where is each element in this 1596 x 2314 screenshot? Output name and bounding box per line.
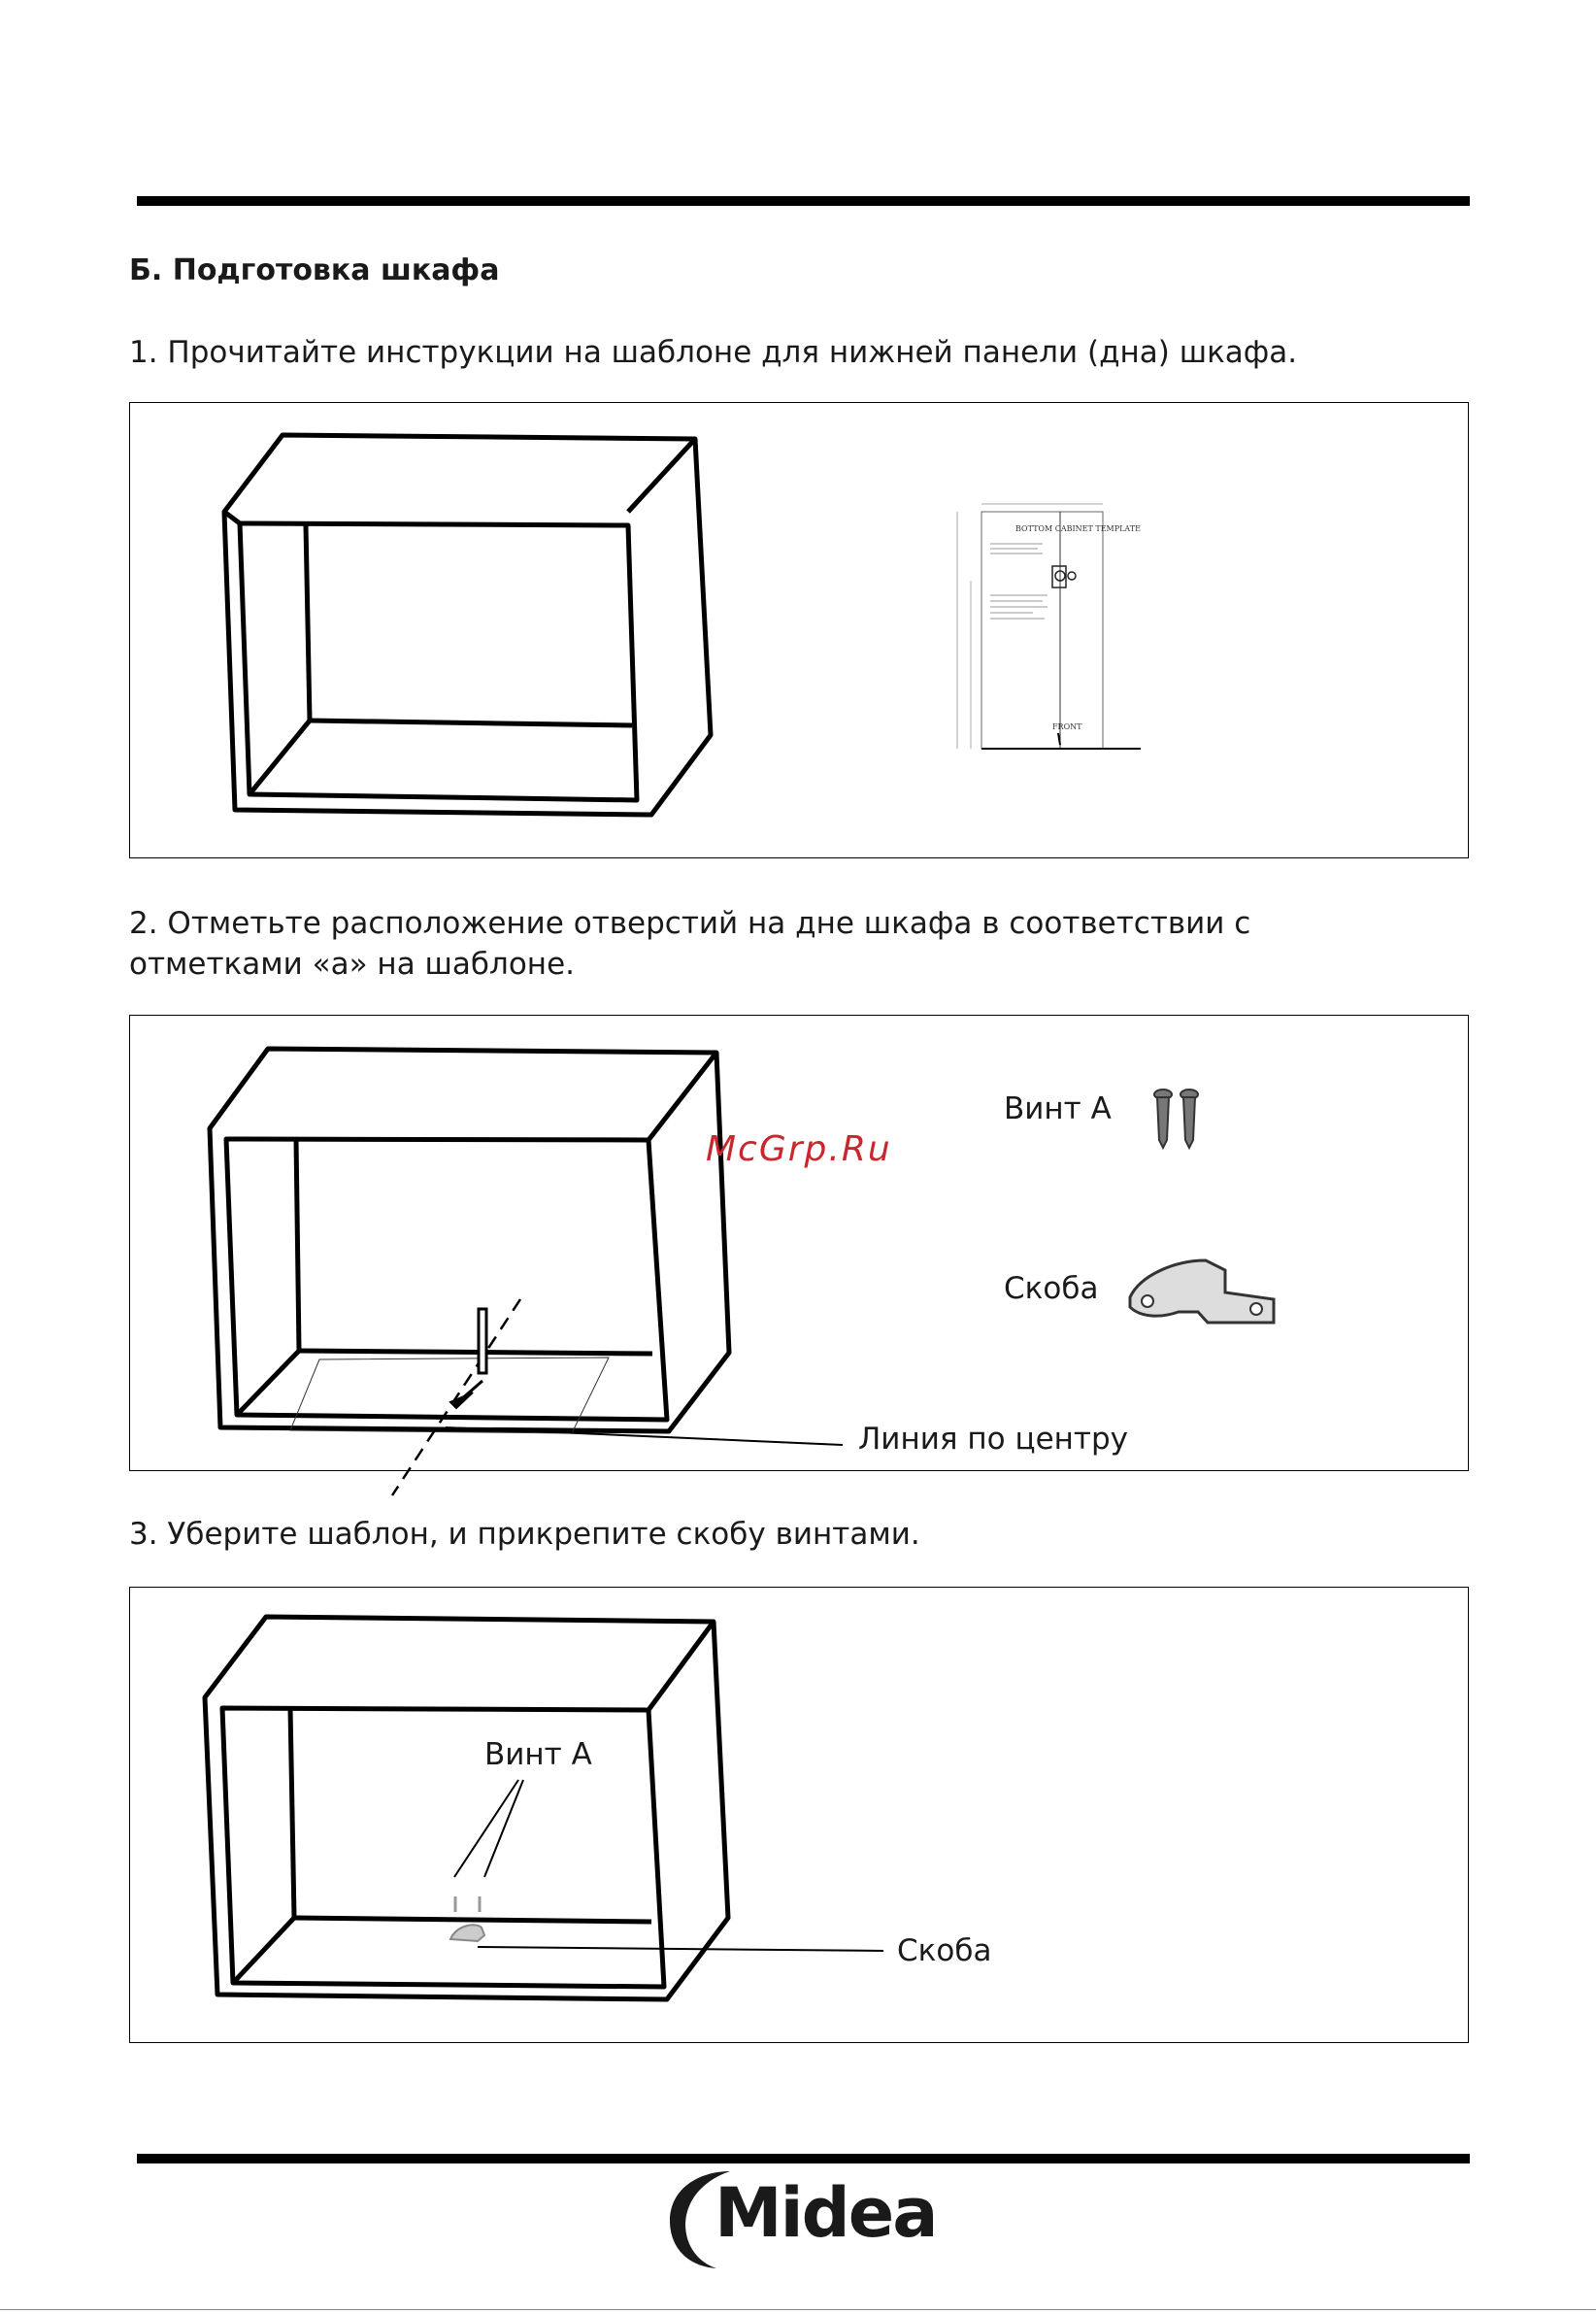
template-front-label: FRONT bbox=[1052, 722, 1082, 731]
bracket-label: Скоба bbox=[1004, 1271, 1099, 1306]
page-edge bbox=[0, 2309, 1596, 2310]
brand-name: Midea bbox=[715, 2173, 937, 2253]
bottom-rule bbox=[137, 2154, 1470, 2163]
step-2-text: 2. Отметьте расположение отверстий на дне шкафа в соответствии с отметками «а» на шаблоне. bbox=[129, 906, 1251, 982]
template-illustration bbox=[130, 403, 1470, 859]
bracket-icon bbox=[130, 1016, 1470, 1472]
section-title: Б. Подготовка шкафа bbox=[129, 253, 500, 287]
screw-a-callout: Винт А bbox=[484, 1737, 592, 1772]
center-line-label: Линия по центру bbox=[858, 1422, 1128, 1457]
cabinet-with-bracket-illustration bbox=[130, 1588, 1470, 2044]
template-title: BOTTOM CABINET TEMPLATE bbox=[1015, 524, 1141, 533]
panel-step-3 bbox=[129, 1587, 1469, 2043]
bracket-callout: Скоба bbox=[897, 1933, 992, 1968]
top-rule bbox=[137, 196, 1470, 206]
panel-step-2 bbox=[129, 1015, 1469, 1471]
panel-step-1 bbox=[129, 402, 1469, 858]
step-3-text: 3. Уберите шаблон, и прикрепите скобу винтами. bbox=[129, 1517, 920, 1552]
step-1-text: 1. Прочитайте инструкции на шаблоне для нижней панели (дна) шкафа. bbox=[129, 335, 1298, 370]
screw-a-label: Винт А bbox=[1004, 1091, 1112, 1126]
watermark: McGrp.Ru bbox=[706, 1129, 892, 1169]
midea-logo bbox=[660, 2167, 937, 2274]
